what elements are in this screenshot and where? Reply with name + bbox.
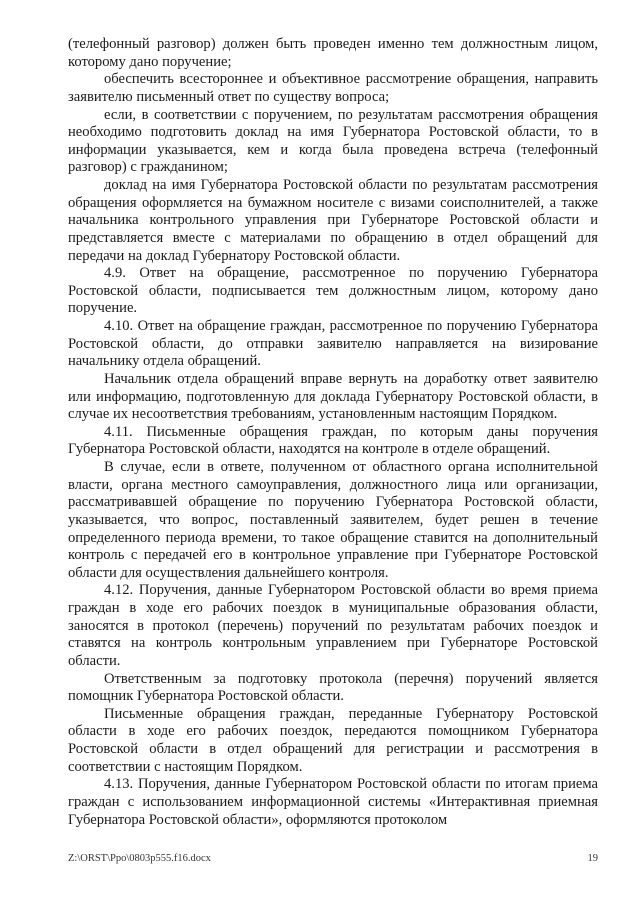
page-number: 19 [587,853,598,864]
file-path: Z:\ORST\Ppo\0803p555.f16.docx [68,853,211,864]
paragraph-4-9: 4.9. Ответ на обращение, рассмотренное по поручению Губернатора Ростовской области, подписывается тем должностным лицом, которому дано поручение. [68,265,598,317]
paragraph-ensure-review: обеспечить всестороннее и объективное рассмотрение обращения, направить заявителю письменный ответ по существу вопроса; [68,71,598,105]
paragraph-4-13: 4.13. Поручения, данные Губернатором Ростовской области по итогам приема граждан с использованием информационной системы «Интерактивная приемная Губернатора Ростовской области», оформляются протоколом [68,776,598,828]
paragraph-report-format: доклад на имя Губернатора Ростовской области по результатам рассмотрения обращения оформляется на бумажном носителе с визами соисполнителей, а также начальника контрольного управления при Губернаторе Ростовской области и представляется вместе с материалами по обращению в отдел обращений для передачи на доклад Губернатору Ростовской области. [68,177,598,264]
paragraph-continuation: (телефонный разговор) должен быть проведен именно тем должностным лицом, которому дано поручение; [68,36,598,70]
paragraph-written-appeals: Письменные обращения граждан, переданные Губернатору Ростовской области в ходе его рабочих поездок, передаются помощником Губернатора Ростовской области в отдел обращений для регистрации и рассмотрения в соответствии с настоящим Порядком. [68,705,598,775]
paragraph-4-12: 4.12. Поручения, данные Губернатором Ростовской области во время приема граждан в ходе его рабочих поездок в муниципальные образования области, заносятся в протокол (перечень) поручений по результатам рабочих поездок и ставятся на контроль контрольным управлением при Губернаторе Ростовской области. [68,582,598,669]
document-body [68,36,598,829]
paragraph-4-11: 4.11. Письменные обращения граждан, по которым даны поручения Губернатора Ростовской области, находятся на контроле в отделе обращений. [68,423,598,458]
paragraph-4-10: 4.10. Ответ на обращение граждан, рассмотренное по поручению Губернатора Ростовской области, до отправки заявителю направляется на визирование начальнику отдела обращений. [68,318,598,370]
paragraph-department-head: Начальник отдела обращений вправе вернуть на доработку ответ заявителю или информацию, подготовленную для доклада Губернатору Ростовской области, в случае их несоответствия требованиям, установленным настоящим Порядком. [68,370,598,423]
paragraph-responsible: Ответственным за подготовку протокола (перечня) поручений является помощник Губернатора Ростовской области. [68,670,598,705]
paragraph-additional-control: В случае, если в ответе, полученном от областного органа исполнительной власти, органа местного самоуправления, должностного лица или организации, рассматривавшей обращение по поручению Губернатора Ростовской области, указывается, что вопрос, поставленный заявителем, будет решен в течение определенного периода времени, то такое обращение ставится на дополнительный контроль с передачей его в контрольное управление при Губернаторе Ростовской области для осуществления дальнейшего контроля. [68,459,598,581]
paragraph-report-info: если, в соответствии с поручением, по результатам рассмотрения обращения необходимо подготовить доклад на имя Губернатора Ростовской области, то в информации указывается, кем и когда была проведена встреча (телефонный разговор) с гражданином; [68,106,598,176]
